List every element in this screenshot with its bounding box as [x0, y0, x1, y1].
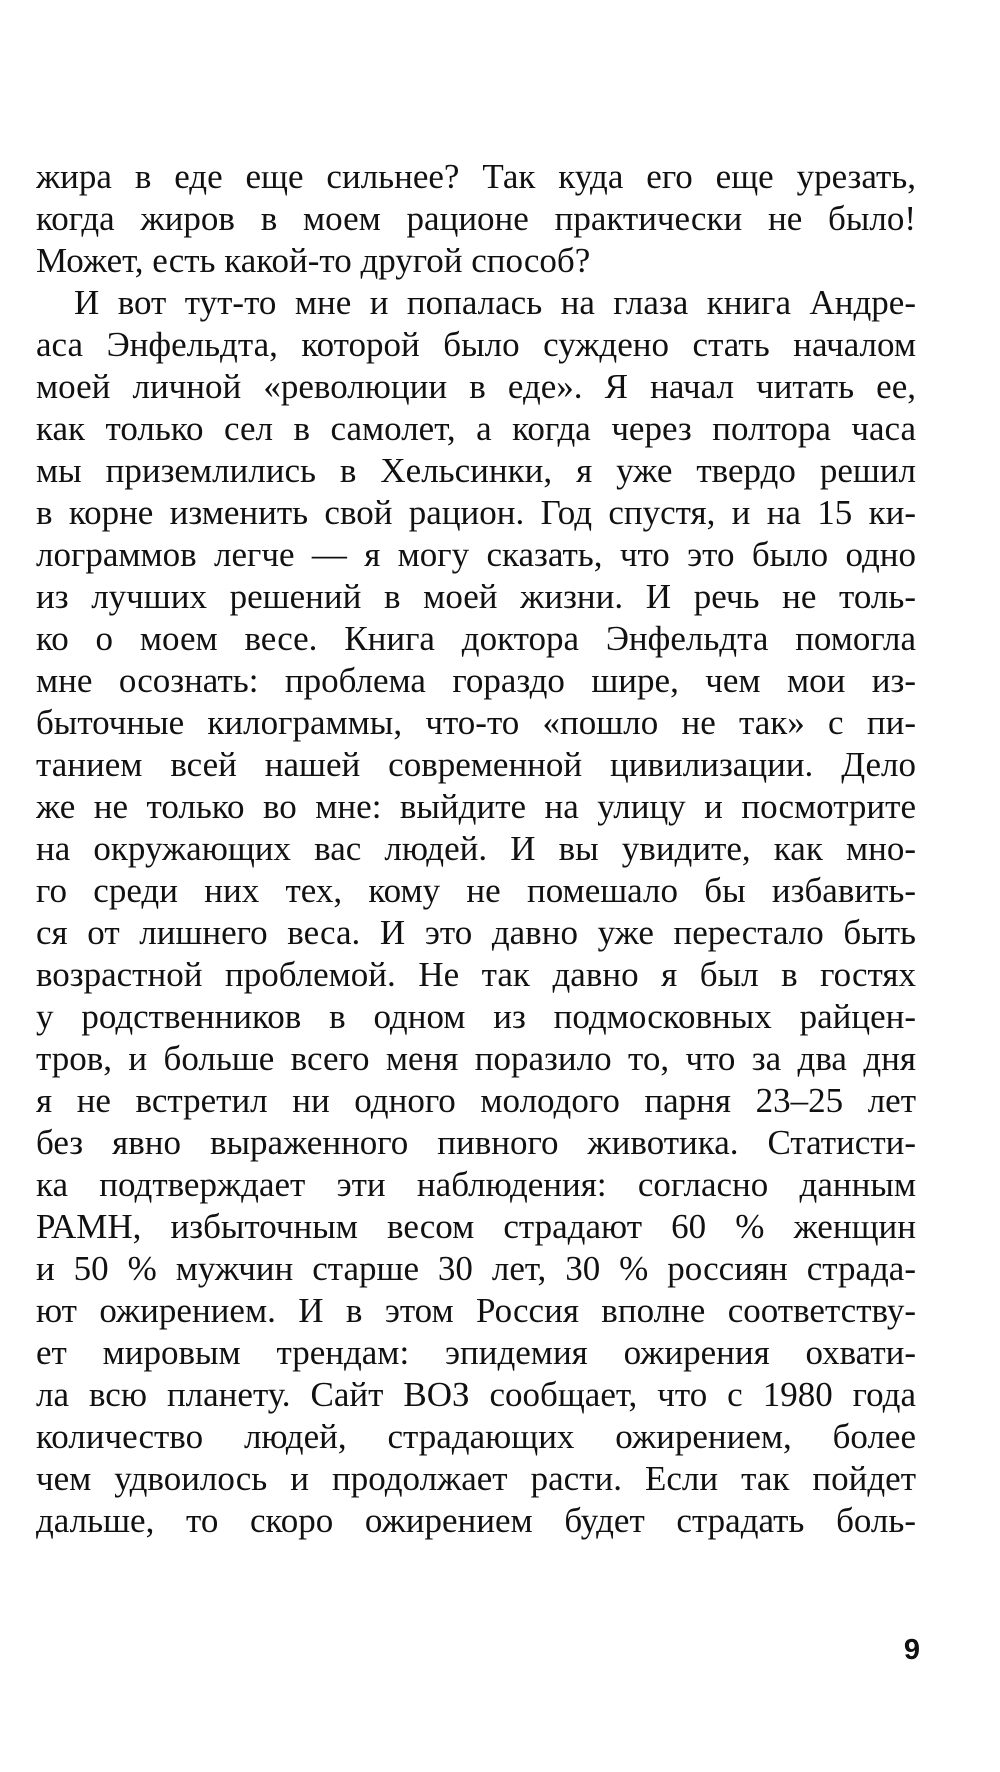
text-line: тров, и больше всего меня поразило то, что за два дня — [36, 1039, 916, 1078]
text-line: ка подтверждает эти наблюдения: согласно данным — [36, 1165, 916, 1204]
text-line: в корне изменить свой рацион. Год спустя, и на 15 ки- — [36, 493, 916, 532]
text-line: быточные килограммы, что-то «пошло не так» с пи- — [36, 703, 916, 742]
text-line: ет мировым трендам: эпидемия ожирения охвати- — [36, 1333, 916, 1372]
text-line: и 50 % мужчин старше 30 лет, 30 % россиян страда- — [36, 1249, 916, 1288]
text-line: возрастной проблемой. Не так давно я был в гостях — [36, 955, 916, 994]
text-line: дальше, то скоро ожирением будет страдать боль- — [36, 1501, 916, 1540]
text-line: без явно выраженного пивного животика. Статисти- — [36, 1123, 916, 1162]
text-line: у родственников в одном из подмосковных райцен- — [36, 997, 916, 1036]
text-line: как только сел в самолет, а когда через полтора часа — [36, 409, 916, 448]
text-line: РАМН, избыточным весом страдают 60 % женщин — [36, 1207, 916, 1246]
text-line: чем удвоилось и продолжает расти. Если так пойдет — [36, 1459, 916, 1498]
page-number: 9 — [903, 1634, 920, 1666]
text-line: Может, есть какой-то другой способ? — [36, 241, 591, 280]
text-line: жира в еде еще сильнее? Так куда его еще урезать, — [36, 157, 916, 196]
text-line: же не только во мне: выйдите на улицу и посмотрите — [36, 787, 916, 826]
text-line: И вот тут-то мне и попалась на глаза книга Андре- — [74, 283, 916, 322]
text-line: аса Энфельдта, которой было суждено стать началом — [36, 325, 916, 364]
paragraph — [36, 156, 916, 282]
text-line: мне осознать: проблема гораздо шире, чем мои из- — [36, 661, 916, 700]
text-line: моей личной «революции в еде». Я начал читать ее, — [36, 367, 916, 406]
text-line: из лучших решений в моей жизни. И речь не толь- — [36, 577, 916, 616]
text-line: ся от лишнего веса. И это давно уже перестало быть — [36, 913, 916, 952]
paragraph — [36, 282, 916, 1542]
text-line: ла всю планету. Сайт ВОЗ сообщает, что с 1980 года — [36, 1375, 916, 1414]
text-line: когда жиров в моем рационе практически не было! — [36, 199, 916, 238]
text-line: количество людей, страдающих ожирением, более — [36, 1417, 916, 1456]
text-line: танием всей нашей современной цивилизации. Дело — [36, 745, 916, 784]
text-line: го среди них тех, кому не помешало бы избавить- — [36, 871, 916, 910]
text-line: я не встретил ни одного молодого парня 23–25 лет — [36, 1081, 916, 1120]
body-text — [36, 156, 916, 1542]
text-line: ют ожирением. И в этом Россия вполне соответству- — [36, 1291, 916, 1330]
text-line: мы приземлились в Хельсинки, я уже твердо решил — [36, 451, 916, 490]
text-line: ко о моем весе. Книга доктора Энфельдта помогла — [36, 619, 916, 658]
text-line: на окружающих вас людей. И вы увидите, как мно- — [36, 829, 916, 868]
text-line: лограммов легче — я могу сказать, что это было одно — [36, 535, 916, 574]
